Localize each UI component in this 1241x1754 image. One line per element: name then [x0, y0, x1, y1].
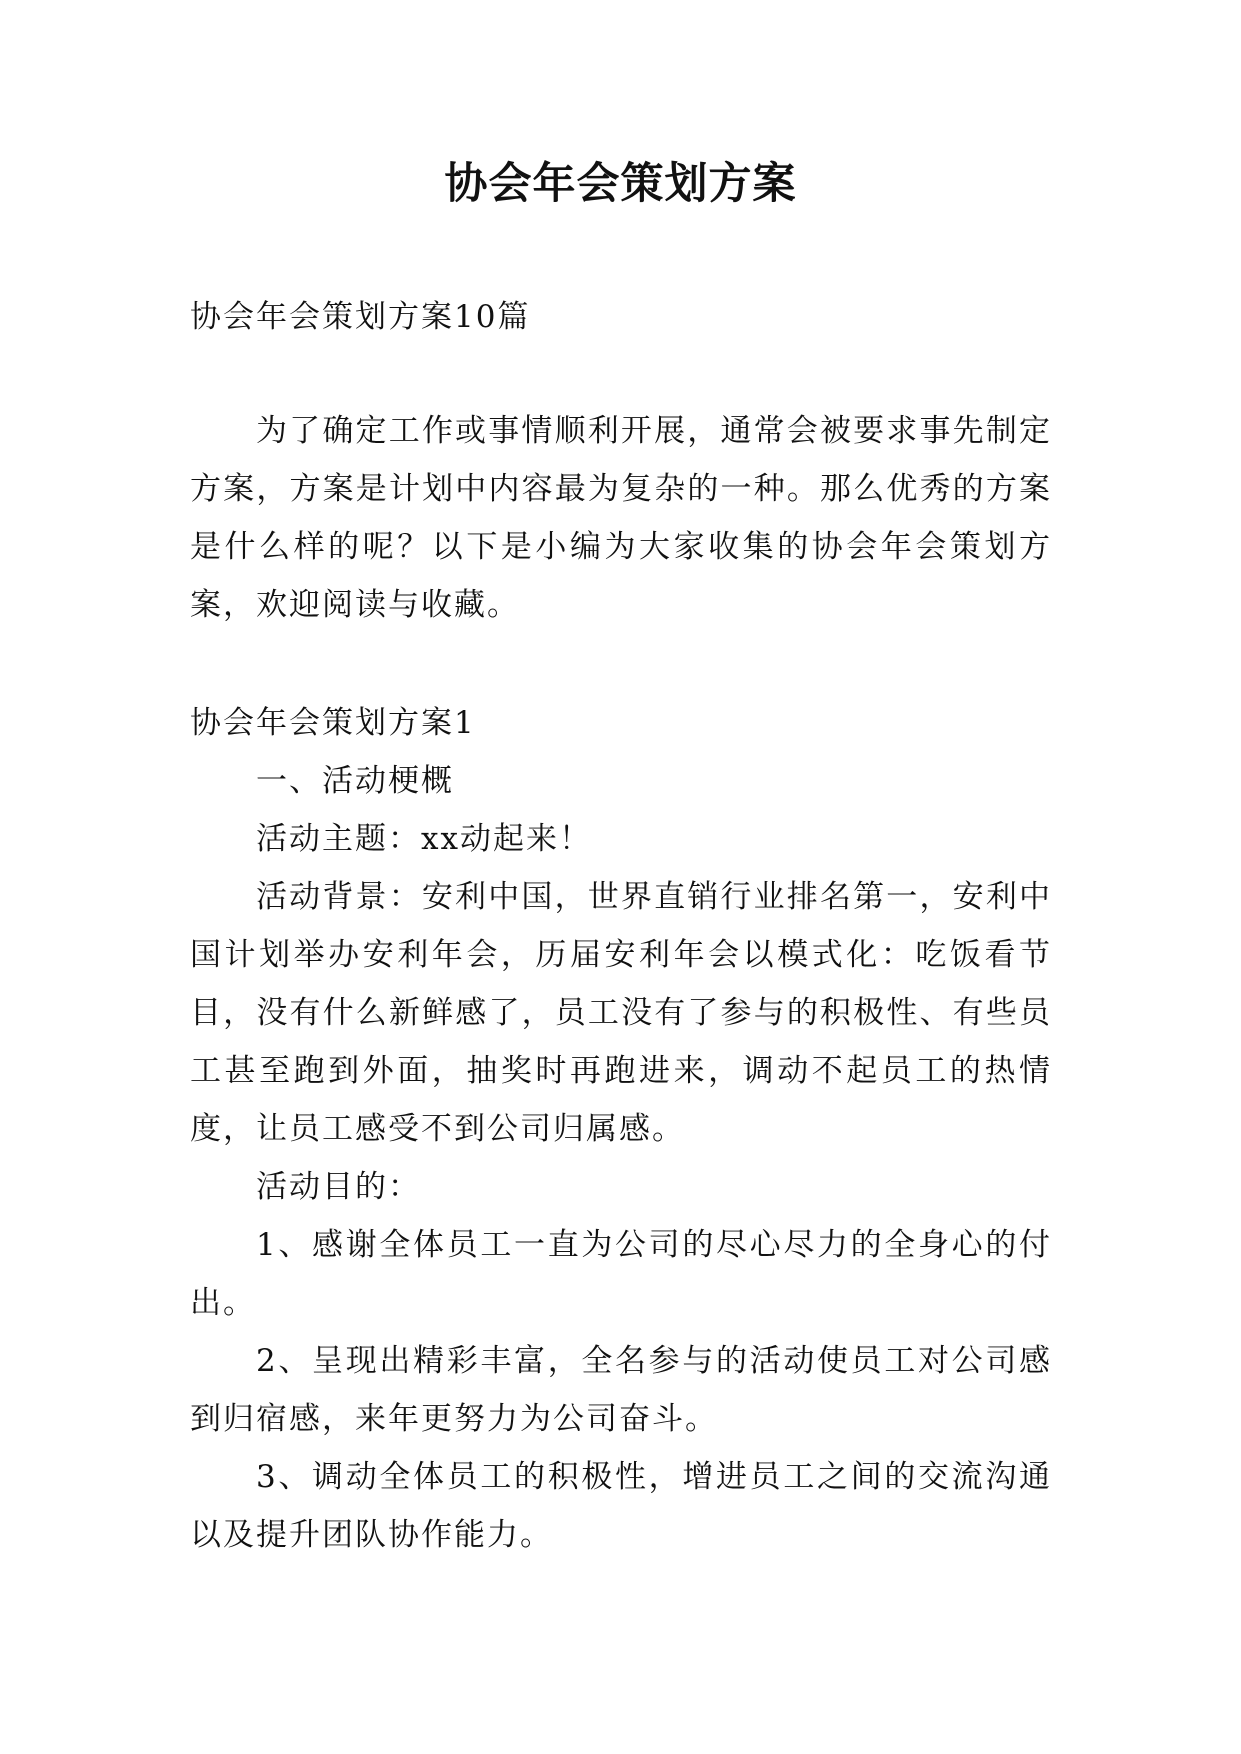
paragraph-background: 活动背景：安利中国，世界直销行业排名第一，安利中国计划举办安利年会，历届安利年会以模式化：吃饭看节目，没有什么新鲜感了，员工没有了参与的积极性、有些员工甚至跑到外面，抽奖时再跑进来，调动不起员工的热情度，让员工感受不到公司归属感。 [190, 879, 1052, 1147]
intro-paragraph: 为了确定工作或事情顺利开展，通常会被要求事先制定方案，方案是计划中内容最为复杂的一种。那么优秀的方案是什么样的呢？以下是小编为大家收集的协会年会策划方案，欢迎阅读与收藏。 [190, 413, 1052, 623]
document-title: 协会年会策划方案 [444, 159, 797, 209]
paragraph-theme: 活动主题：xx动起来！ [256, 821, 592, 857]
paragraph-purpose-2: 2、呈现出精彩丰富，全名参与的活动使员工对公司感到归宿感，来年更努力为公司奋斗。 [190, 1343, 1052, 1437]
paragraph-purpose-heading: 活动目的： [256, 1169, 421, 1205]
paragraph-purpose-3: 3、调动全体员工的积极性，增进员工之间的交流沟通以及提升团队协作能力。 [190, 1459, 1052, 1553]
section-content [190, 694, 1052, 1564]
paragraph-purpose-1: 1、感谢全体员工一直为公司的尽心尽力的全身心的付出。 [190, 1227, 1052, 1321]
section-heading: 协会年会策划方案1 [190, 705, 476, 741]
document-subtitle: 协会年会策划方案10篇 [190, 299, 531, 335]
paragraph-overview-heading: 一、活动梗概 [256, 763, 454, 799]
